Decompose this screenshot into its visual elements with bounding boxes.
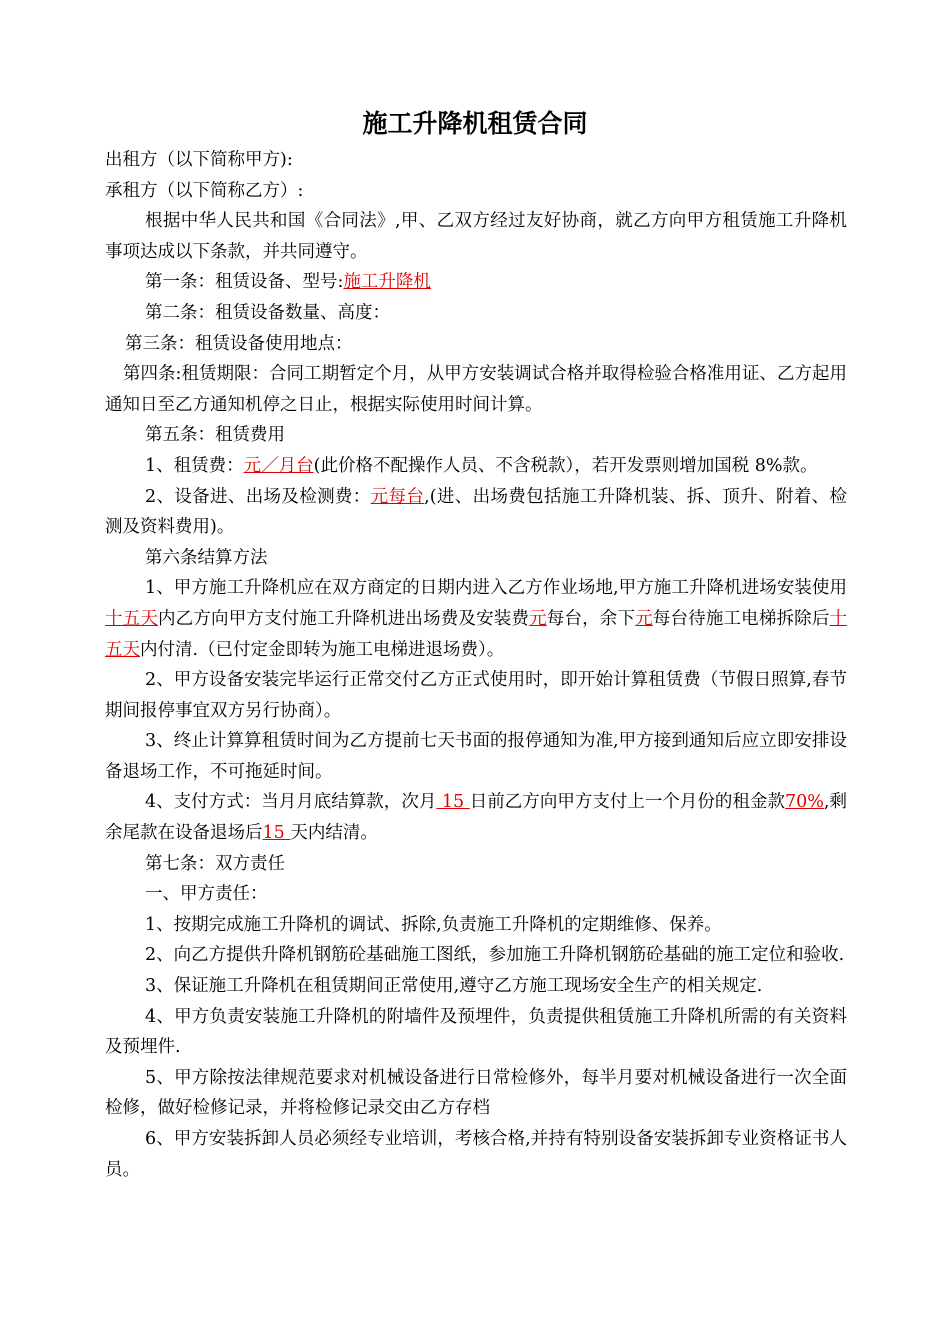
article-2: 第二条：租赁设备数量、高度：: [145, 302, 390, 323]
lessor-line: 出租方（以下简称甲方):: [105, 150, 293, 170]
red-fill-value: 十五天: [105, 608, 159, 629]
text-span: 日前乙方向甲方支付上一个月份的租金款: [469, 792, 785, 813]
article-6-item-2: 2、甲方设备安装完毕运行正常交付乙方正式使用时，即开始计算租赁费（节假日照算,春节期间报停事宜双方另行协商）。: [105, 670, 847, 721]
article-1-text: 第一条：租赁设备、型号:: [145, 272, 344, 293]
red-fill-value: 元每台: [370, 486, 425, 507]
text-span: 内付清.（已付定金即转为施工电梯进退场费）。: [140, 639, 505, 660]
article-7-item: 4、甲方负责安装施工升降机的附墙件及预埋件，负责提供租赁施工升降机所需的有关资料及预埋件.: [105, 1006, 847, 1058]
article-4: 第四条:租赁期限：合同工期暂定个月，从甲方安装调试合格并取得检验合格准用证、乙方起用通知日至乙方通知机停之日止，根据实际使用时间计算。: [105, 364, 847, 415]
text-span: 内乙方向甲方支付施工升降机进出场费及安装费: [158, 608, 530, 629]
article-1-equipment: 施工升降机: [343, 272, 431, 293]
red-fill-value: 元／月台: [243, 455, 314, 476]
intro-paragraph: 根据中华人民共和国《合同法》,甲、乙双方经过友好协商，就乙方向甲方租赁施工升降机事项达成以下条款，并共同遵守。: [105, 211, 847, 262]
article-7-item: 2、向乙方提供升降机钢筋砼基础施工图纸，参加施工升降机钢筋砼基础的施工定位和验收.: [145, 945, 845, 966]
text-span: 4、支付方式：当月月底结算款，次月: [145, 792, 437, 813]
document-body: [105, 145, 847, 1185]
text-span: 天内结清。: [290, 823, 378, 844]
document-title: 施工升降机租赁合同: [362, 109, 588, 138]
text-span: 每台待施工电梯拆除后: [652, 608, 830, 629]
article-7-subheading: 一、甲方责任：: [145, 884, 268, 905]
article-5-item-1: [105, 451, 847, 482]
red-fill-value: 十五天: [105, 608, 848, 660]
article-6-heading: 第六条结算方法: [145, 547, 268, 568]
article-6-item-4: [105, 787, 847, 848]
text-span: ,(进、出场费包括施工升降机装、拆、顶升、附着、检测及资料费用)。: [105, 486, 848, 538]
red-fill-value: 元: [529, 608, 547, 629]
text-span: 每台，余下: [546, 608, 636, 629]
article-7-item: 3、保证施工升降机在租赁期间正常使用,遵守乙方施工现场安全生产的相关规定.: [145, 976, 763, 997]
article-7-item: 1、按期完成施工升降机的调试、拆除,负责施工升降机的定期维修、保养。: [145, 914, 722, 935]
article-5-item-2: [105, 482, 847, 543]
red-fill-value: 70%: [785, 792, 824, 813]
article-6-item-3: 3、终止计算算租赁时间为乙方提前七天书面的报停通知为准,甲方接到通知后应立即安排设备退场工作，不可拖延时间。: [105, 731, 847, 782]
article-7-heading: 第七条：双方责任: [145, 853, 285, 874]
red-fill-value: 元: [635, 608, 653, 629]
article-7-item: 5、甲方除按法律规范要求对机械设备进行日常检修外，每半月要对机械设备进行一次全面检修，做好检修记录，并将检修记录交由乙方存档: [105, 1067, 847, 1119]
article-6-item-1: [105, 573, 847, 665]
text-span: 1、租赁费：: [145, 455, 244, 476]
article-1: [105, 267, 847, 298]
article-5-heading: 第五条：租赁费用: [145, 425, 285, 446]
red-fill-value: 15: [436, 792, 470, 813]
red-fill-value: 15: [262, 823, 291, 844]
lessee-line: 承租方（以下简称乙方）:: [105, 180, 304, 201]
text-span: ,剩余尾款在设备退场后: [105, 792, 847, 844]
text-span: (此价格不配操作人员、不含税款），若开发票则增加国税 8%款。: [313, 455, 818, 476]
text-span: 2、设备进、出场及检测费：: [145, 486, 371, 507]
article-3: 第三条：租赁设备使用地点：: [125, 333, 353, 354]
article-7-item: 6、甲方安装拆卸人员必须经专业培训，考核合格,并持有特别设备安装拆卸专业资格证书人员。: [105, 1129, 847, 1180]
text-span: 1、甲方施工升降机应在双方商定的日期内进入乙方作业场地,甲方施工升降机进场安装使用: [145, 578, 847, 599]
